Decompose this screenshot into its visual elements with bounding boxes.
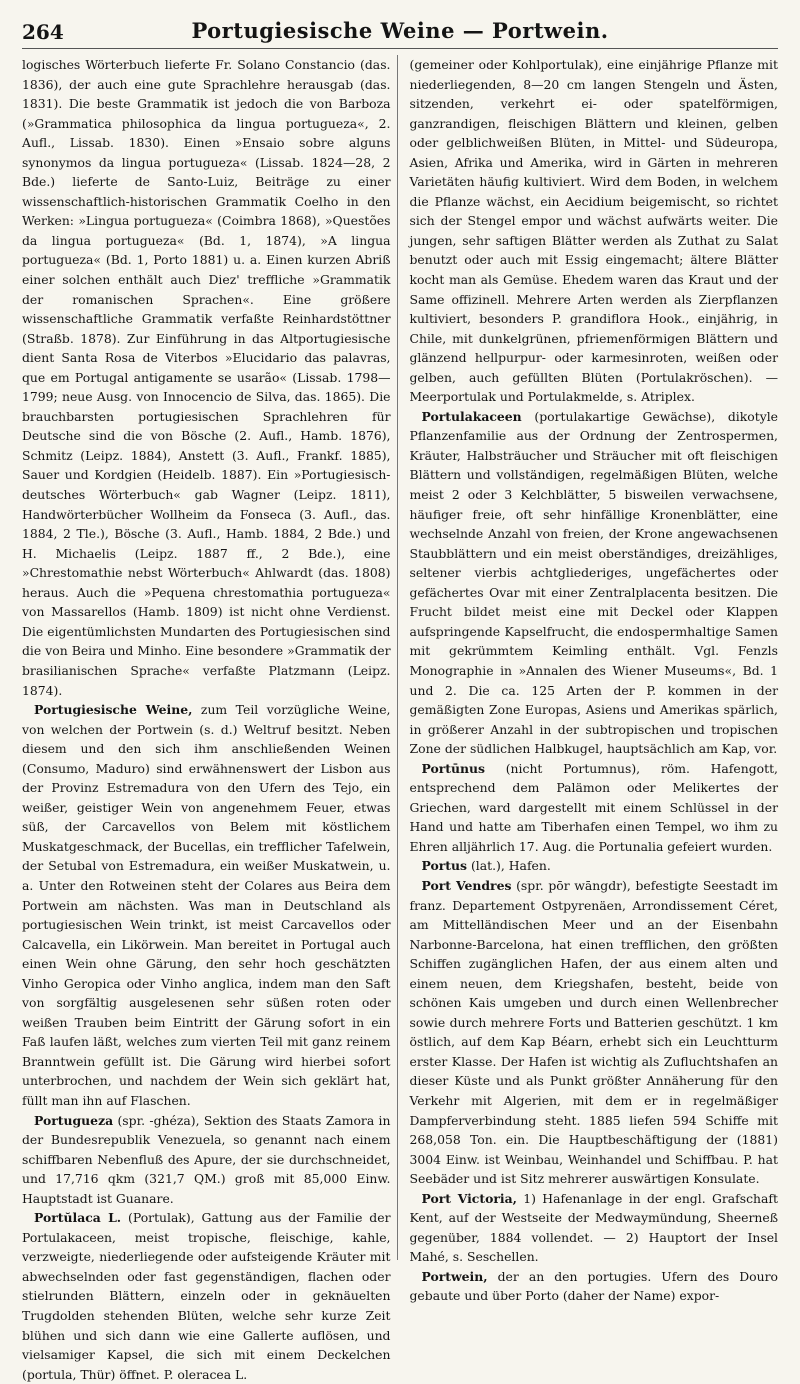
entry-portulakaceen bbox=[410, 407, 779, 759]
entry-continuation bbox=[410, 55, 779, 407]
entry-body: (Portulak), Gattung aus der Familie der Portulakaceen, meist tropische, fleischige, kahle, verzweigte, niederliegende oder aufsteigende Kräuter mit abwechselnden oder fast gegenständigen, flachen oder stielrunden Blättern, einzeln oder in geknäuelten Trugdolden stehenden Blüten, welche sehr kurze Zeit blühen und sich dann wie eine Gallerte auflösen, und vielsamiger Kapsel, die sich mit einem Deckelchen (portula, Thür) öffnet. P. oleracea L. bbox=[22, 1210, 391, 1382]
entry-body: (spr. pōr wāngdr), befestigte Seestadt im franz. Departement Ostpyrenäen, Arrondissement Céret, am Mittelländischen Meer und an der Eisenbahn Narbonne-Barcelona, hat einen trefflichen, den größten Schiffen zugänglichen Hafen, der aus einem alten und einem neuen, dem Kriegshafen, besteht, beide von schönen Kais umgeben und durch einen Wellenbrecher sowie durch mehrere Forts und Batterien geschützt. 1 km östlich, auf dem Kap Béarn, erhebt sich ein Leuchtturm erster Klasse. Der Hafen ist wichtig als Zufluchtshafen an dieser Küste und als Punkt größter Annäherung für den Verkehr mit Algerien, mit dem er in regelmäßiger Dampferverbindung steht. 1885 liefen 594 Schiffe mit 268,058 Ton. ein. Die Hauptbeschäftigung der (1881) 3004 Einw. ist Weinbau, Weinhandel und Schiffbau. P. hat Seebäder und ist Sitz mehrerer auswärtigen Konsulate. bbox=[409, 877, 778, 1187]
entry-headword: Portūnus bbox=[421, 760, 486, 776]
entry-headword: Portwein, bbox=[421, 1268, 488, 1284]
entry-body: (lat.), Hafen. bbox=[467, 858, 551, 874]
entry-portugiesische-weine bbox=[22, 700, 391, 1110]
text-columns bbox=[22, 55, 778, 1382]
entry-portugueza bbox=[22, 1111, 391, 1209]
entry-portulaca bbox=[22, 1208, 391, 1384]
entry-body: (spr. -ghéza), Sektion des Staats Zamora in der Bundesrepublik Venezuela, so genannt nach einem schiffbaren Nebenfluß des Apure, der sie durchschneidet, und 17,716 qkm (321,7 QM.) groß mit 85,000 Einw. Hauptstadt ist Guanare. bbox=[22, 1112, 391, 1206]
entry-body: zum Teil vorzügliche Weine, von welchen der Portwein (s. d.) Weltruf besitzt. Neben diesem und den sich ihm anschließenden Weinen (Consumo, Maduro) sind erwähnenswert der Lisbon aus der Provinz Estremadura von den Ufern des Tejo, ein weißer, geistiger Wein von angenehmem Feuer, etwas süß, der Carcavellos von Belem mit köstlichem Muskatgeschmack, der Bucellas, ein trefflicher Tafelwein, der Setubal von Estremadura, ein weißer Muskatwein, u. a. Unter den Rotweinen steht der Colares aus Beira dem Portwein am nächsten. Was man in Deutschland als portugiesischen Wein trinkt, ist meist Carcavellos oder Calcavella, ein Likörwein. Man bereitet in Portugal auch einen Wein ohne Gärung, den sehr hoch geschätzten Vinho Geropica oder Vinho anglica, indem man den Saft von sorgfältig ausgelesenen sehr süßen roten oder weißen Trauben beim Eintritt der Gärung sofort in ein Faß laufen läßt, welches zum vierten Teil mit ganz reinem Branntwein gefüllt ist. Die Gärung wird hierbei sofort unterbrochen, und nachdem der Wein sich geklärt hat, füllt man ihn auf Flaschen. bbox=[22, 702, 391, 1108]
entry-port-victoria bbox=[410, 1189, 779, 1267]
entry-continuation bbox=[22, 55, 391, 700]
page-header bbox=[22, 14, 778, 49]
entry-body: (gemeiner oder Kohlportulak), eine einjährige Pflanze mit niederliegenden, 8—20 cm langen Stengeln und Ästen, sitzenden, verkehrt ei- oder spatelförmigen, ganzrandigen, fleischigen Blättern und kleinen, gelben oder gelblichweißen Blüten, in Mittel- und Südeuropa, Asien, Afrika und Amerika, wird in Gärten in mehreren Varietäten häufig kultiviert. Wird dem Boden, in welchem die Pflanze wächst, ein Aecidium beigemischt, so richtet sich der Stengel empor und wächst aufwärts weiter. Die jungen, sehr saftigen Blätter werden als Zuthat zu Salat benutzt oder auch mit Essig eingemacht; ältere Blätter kocht man als Gemüse. Ehedem waren das Kraut und der Same offizinell. Mehrere Arten werden als Zierpflanzen kultiviert, besonders P. grandiflora Hook., einjährig, in Chile, mit dunkelgrünen, pfriemenförmigen Blättern und glänzend hellpurpur- oder karmesinroten, weißen oder gelben, auch gefüllten Blüten (Portulakröschen). — Meerportulak und Portulakmelde, s. Atriplex. bbox=[409, 57, 778, 405]
entry-headword: Port Victoria, bbox=[421, 1190, 517, 1206]
entry-portwein bbox=[410, 1267, 779, 1306]
entry-body: (portulakartige Gewächse), dikotyle Pflanzenfamilie aus der Ordnung der Zentrospermen, Kräuter, Halbsträucher und Sträucher mit oft fleischigen Blättern und vollständigen, regelmäßigen Blüten, welche meist 2 oder 3 Kelchblätter, 5 bisweilen verwachsene, häufiger freie, oft sehr hinfällige Kronenblätter, eine wechselnde Anzahl von freien, der Krone angewachsenen Staubblättern und ein meist oberständiges, dreizähliges, seltener vierbis achtgliederiges, ungefächertes oder gefächertes Ovar mit einer Zentralplacenta besitzen. Die Frucht bildet meist eine mit Deckel oder Klappen aufspringende Kapselfrucht, die endospermhaltige Samen mit gekrümmtem Keimling enthält. Vgl. Fenzls Monographie in »Annalen des Wiener Museums«, Bd. 1 und 2. Die ca. 125 Arten der P. kommen in der gemäßigten Zone Europas, Asiens und Amerikas spärlich, in größerer Anzahl in der subtropischen und tropischen Zone der südlichen Halbkugel, hauptsächlich am Kap, vor. bbox=[409, 408, 778, 757]
entry-body: 1) Hafenanlage in der engl. Grafschaft Kent, auf der Westseite der Medwaymündung, Sheerneß gegenüber, 1884 vollendet. — 2) Hauptort der Insel Mahé, s. Seschellen. bbox=[409, 1190, 778, 1265]
entry-portus bbox=[410, 856, 779, 876]
entry-body: der an den portugies. Ufern des Douro gebaute und über Porto (daher der Name) expor- bbox=[409, 1268, 778, 1304]
entry-body: (nicht Portumnus), röm. Hafengott, entsprechend dem Palämon oder Melikertes der Griechen, ward dargestellt mit einem Schlüssel in der Hand und hatte am Tiberhafen einen Tempel, wo ihm zu Ehren alljährlich 17. Aug. die Portunalia gefeiert wurden. bbox=[409, 760, 778, 854]
entry-headword: Portulakaceen bbox=[421, 408, 522, 424]
entry-headword: Portugueza bbox=[34, 1112, 114, 1128]
entry-port-vendres bbox=[410, 876, 779, 1189]
entry-headword: Portŭlaca L. bbox=[34, 1210, 122, 1226]
left-column bbox=[22, 55, 398, 1382]
entry-headword: Portus bbox=[421, 858, 467, 874]
entry-headword: Portugiesische Weine, bbox=[34, 702, 193, 718]
entry-portunus bbox=[410, 759, 779, 857]
entry-headword: Port Vendres bbox=[421, 877, 512, 893]
entry-body: logisches Wörterbuch lieferte Fr. Solano Constancio (das. 1836), der auch eine gute Sprachlehre herausgab (das. 1831). Die beste Grammatik ist jedoch die von Barboza (»Grammatica philosophica da lingua portugueza«, 2. Aufl., Lissab. 1830). Einen »Ensaio sobre alguns synonymos da lingua portugueza« (Lissab. 1824—28, 2 Bde.) lieferte de Santo-Luiz, Beiträge zu einer wissenschaftlich-historischen Grammatik Coelho in den Werken: »Lingua portugueza« (Coimbra 1868), »Questões da lingua portugueza« (Bd. 1, 1874), »A lingua portugueza« (Bd. 1, Porto 1881) u. a. Einen kurzen Abriß einer solchen enthält auch Diez' treffliche »Grammatik der romanischen Sprachen«. Eine größere wissenschaftliche Grammatik verfaßte Reinhardstöttner (Straßb. 1878). Zur Einführung in das Altportugiesische dient Santa Rosa de Viterbos »Elucidario das palavras, que em Portugal antigamente se usarão« (Lissab. 1798—1799; neue Ausg. von Innocencio de Silva, das. 1865). Die brauchbarsten portugiesischen Sprachlehren für Deutsche sind die von Bösche (2. Aufl., Hamb. 1876), Schmitz (Leipz. 1884), Anstett (3. Aufl., Frankf. 1885), Sauer und Kordgien (Heidelb. 1887). Ein »Portugiesisch-deutsches Wörterbuch« gab Wagner (Leipz. 1811), Handwörterbücher Wollheim da Fonseca (3. Aufl., das. 1884, 2 Tle.), Bösche (3. Aufl., Hamb. 1884, 2 Bde.) und H. Michaelis (Leipz. 1887 ff., 2 Bde.), eine »Chrestomathie nebst Wörterbuch« Ahlwardt (das. 1808) heraus. Auch die »Pequena chrestomathia portugueza« von Massarellos (Hamb. 1809) ist nicht ohne Verdienst. Die eigentümlichsten Mundarten des Portugiesischen sind die von Beira und Minho. Eine besondere »Grammatik der brasilianischen Sprache« verfaßte Platzmann (Leipz. 1874). bbox=[22, 57, 391, 698]
right-column bbox=[409, 55, 779, 1304]
page-number: 264 bbox=[22, 20, 64, 44]
running-title: Portugiesische Weine — Portwein. bbox=[191, 18, 609, 43]
